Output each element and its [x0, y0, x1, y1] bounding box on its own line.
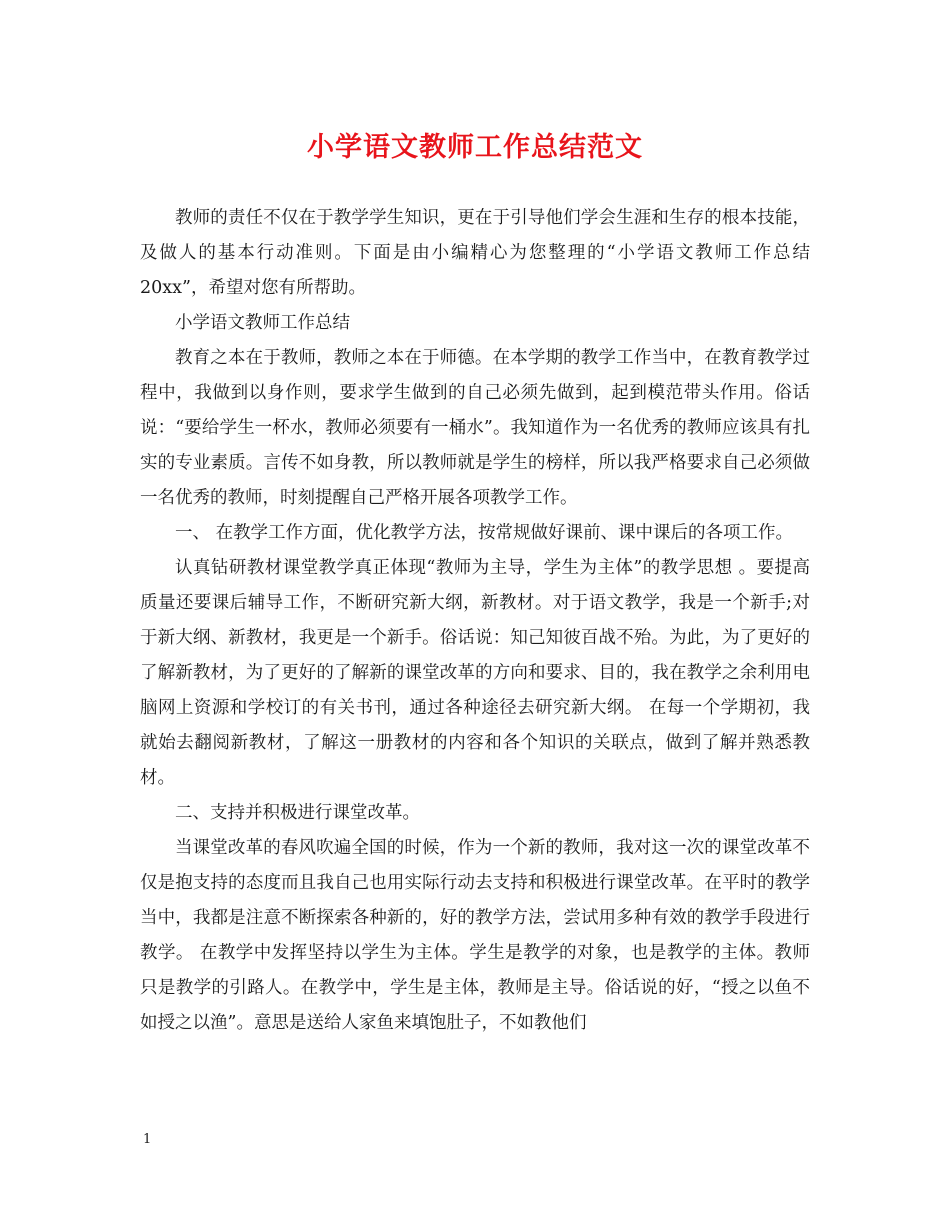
body-paragraph: 认真钻研教材课堂教学真正体现“教师为主导，学生为主体”的教学思想 。要提高质量还要课后辅导工作，不断研究新大纲，新教材。对于语文教学，我是一个新手;对于新大纲、新教材，我更是一个新手。俗话说：知己知彼百战不殆。为此，为了更好的了解新教材，为了更好的了解新的课堂改革的方向和要求、目的，我在教学之余利用电脑网上资源和学校订的有关书刊，通过各种途径去研究新大纲。 在每一个学期初，我就始去翻阅新教材，了解这一册教材的内容和各个知识的关联点，做到了解并熟悉教材。 [140, 558, 810, 788]
intro-paragraph: 教师的责任不仅在于教学学生知识，更在于引导他们学会生涯和生存的根本技能，及做人的基本行动准则。下面是由小编精心为您整理的“小学语文教师工作总结20xx”，希望对您有所帮助。 [140, 208, 810, 298]
body-paragraph: 当课堂改革的春风吹遍全国的时候，作为一个新的教师，我对这一次的课堂改革不仅是抱支持的态度而且我自己也用实际行动去支持和积极进行课堂改革。在平时的教学当中，我都是注意不断探索各种新的，好的教学方法，尝试用多种有效的教学手段进行教学。 在教学中发挥坚持以学生为主体。学生是教学的对象，也是教学的主体。教师只是教学的引路人。在教学中，学生是主体，教师是主导。俗话说的好，“授之以鱼不如授之以渔”。意思是送给人家鱼来填饱肚子，不如教他们 [140, 838, 810, 1033]
section-heading: 一、 在教学工作方面，优化教学方法，按常规做好课前、课中课后的各项工作。 [175, 523, 794, 543]
body-paragraph: 教育之本在于教师，教师之本在于师德。在本学期的教学工作当中，在教育教学过程中，我做到以身作则，要求学生做到的自己必须先做到，起到模范带头作用。俗话说：“要给学生一杯水，教师必须要有一桶水”。我知道作为一名优秀的教师应该具有扎实的专业素质。言传不如身教，所以教师就是学生的榜样，所以我严格要求自己必须做一名优秀的教师，时刻提醒自己严格开展各项教学工作。 [140, 348, 810, 508]
document-title: 小学语文教师工作总结范文 [307, 132, 643, 163]
document-body [140, 201, 810, 1041]
section-heading: 二、支持并积极进行课堂改革。 [175, 803, 420, 823]
page-number: 1 [143, 1132, 152, 1147]
section-heading: 小学语文教师工作总结 [175, 313, 350, 333]
